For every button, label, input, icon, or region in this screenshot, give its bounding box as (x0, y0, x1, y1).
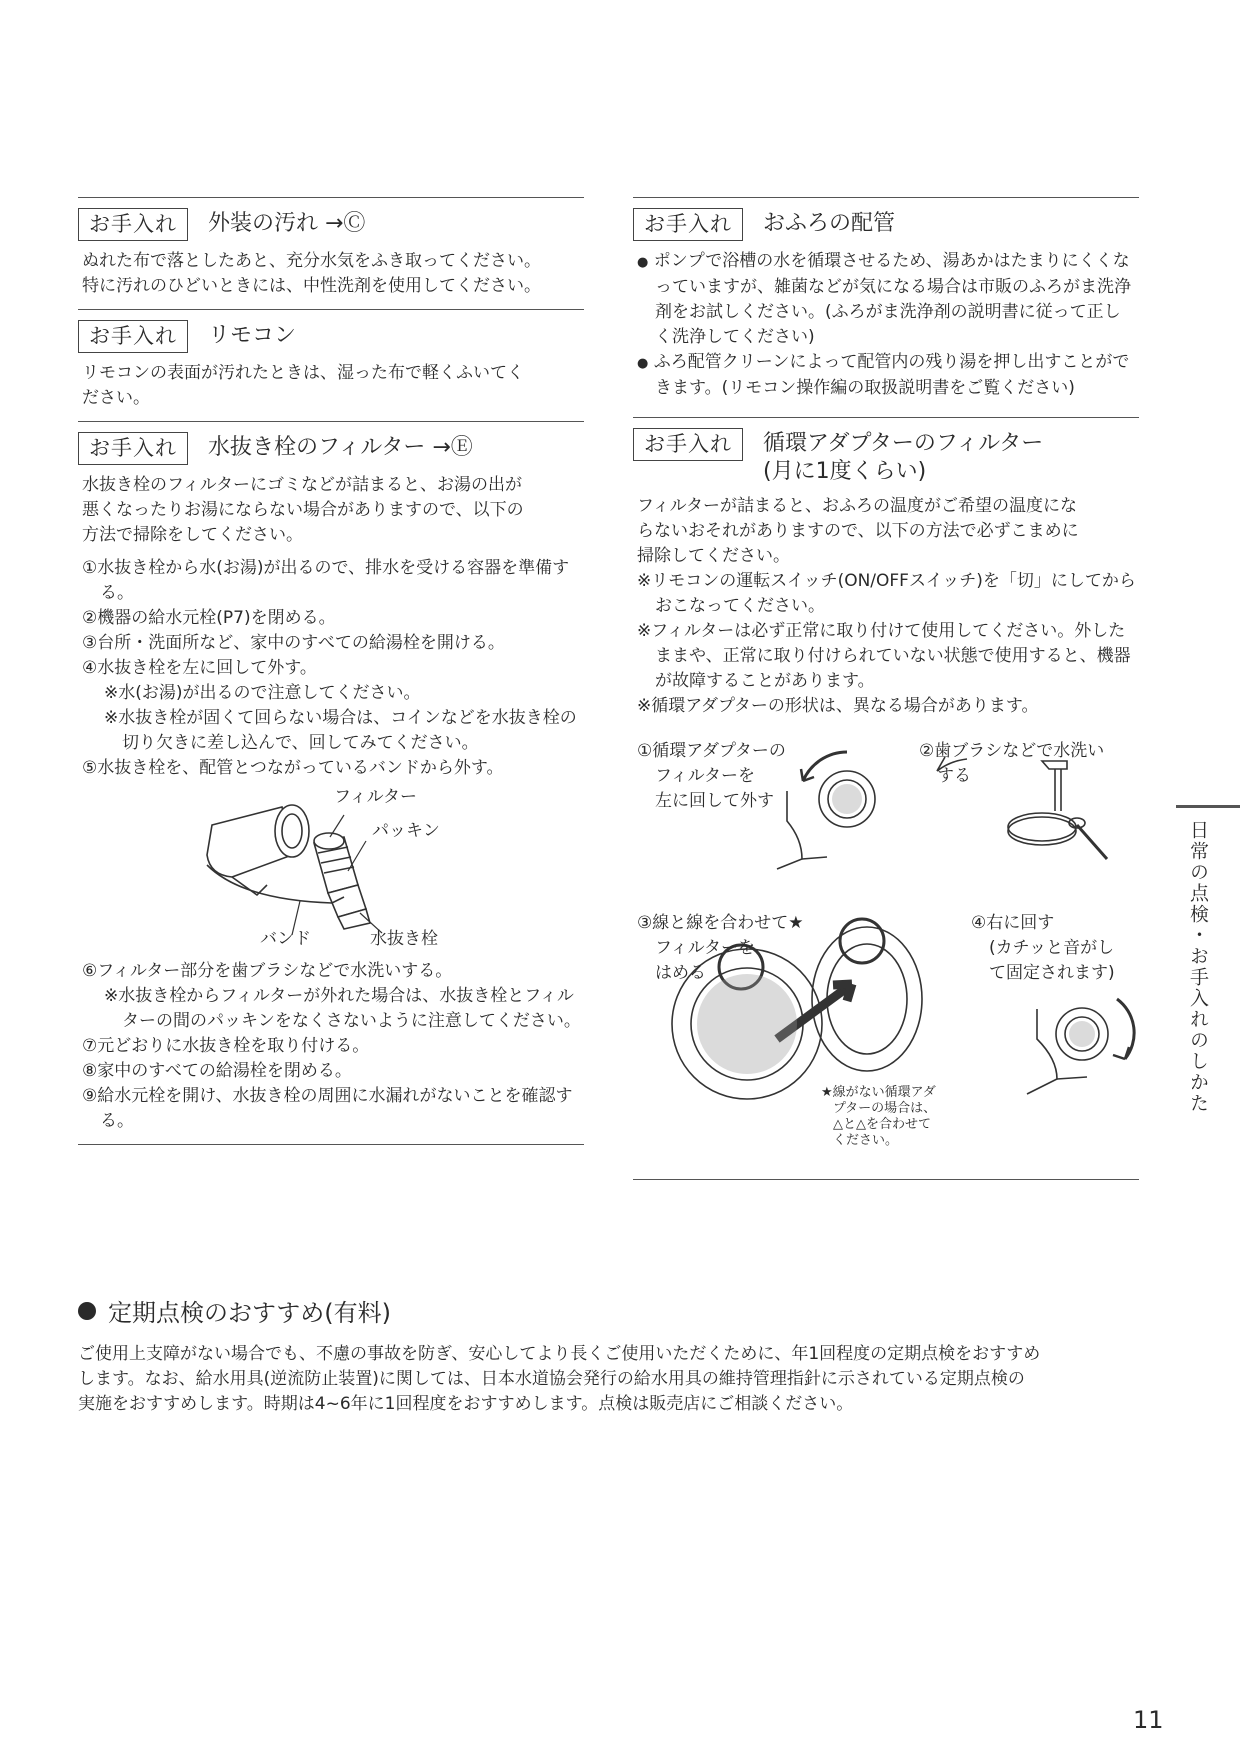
step-item: ①水抜き栓から水(お湯)が出るので、排水を受ける容器を準備する。 (82, 558, 570, 603)
step-item: ④水抜き栓を左に回して外す。 (82, 658, 317, 678)
section-exterior (78, 197, 584, 309)
body-line: らないおそれがありますので、以下の方法で必ずこまめに (637, 521, 1079, 541)
section-body (78, 249, 584, 309)
note-item: ※フィルターは必ず正常に取り付けて使用してください。外したままや、正常に取り付けられていない状態で使用すると、機器が故障することがあります。 (637, 621, 1131, 691)
body-line: 特に汚れのひどいときには、中性洗剤を使用してください。 (82, 276, 541, 296)
step-item: ⑥フィルター部分を歯ブラシなどで水洗いする。 (82, 961, 453, 981)
section-title (763, 428, 1043, 486)
bullet-mark: ● (637, 356, 649, 371)
drain-plug-illustration (82, 785, 588, 955)
care-tag: お手入れ (78, 208, 188, 241)
step-item: ⑦元どおりに水抜き栓を取り付ける。 (82, 1036, 370, 1056)
step4-caption: ④右に回す (カチッと音がし て固定されます) (971, 913, 1115, 983)
body-line: します。なお、給水用具(逆流防止装置)に関しては、日本水道協会発行の給水用具の維持管理指針に示されている定期点検の (78, 1369, 1025, 1389)
section-body (78, 473, 584, 1144)
bullet-item: ● ふろ配管クリーンによって配管内の残り湯を押し出すことができます。(リモコン操作編の取扱説明書をご覧ください) (637, 352, 1130, 398)
body-line: ご使用上支障がない場合でも、不慮の事故を防ぎ、安心してより長くご使用いただくために、年1回程度の定期点検をおすすめ (78, 1344, 1041, 1364)
section-title: 外装の汚れ →Ⓒ (208, 211, 366, 236)
body-line: 悪くなったりお湯にならない場合がありますので、以下の (82, 500, 524, 520)
step-item: ⑤水抜き栓を、配管とつながっているバンドから外す。 (82, 758, 504, 778)
care-tag: お手入れ (633, 428, 743, 461)
chapter-tab (1176, 805, 1240, 1114)
body-line: フィルターが詰まると、おふろの温度がご希望の温度にな (637, 496, 1077, 516)
body-line: ださい。 (82, 388, 150, 408)
body-line: ぬれた布で落としたあと、充分水気をふき取ってください。 (82, 251, 541, 271)
care-tag: お手入れ (78, 432, 188, 465)
body-line: 方法で掃除をしてください。 (82, 525, 303, 545)
care-tag: お手入れ (633, 208, 743, 241)
section-header (78, 320, 584, 353)
step-note: ※水抜き栓が固くて回らない場合は、コインなどを水抜き栓の切り欠きに差し込んで、回してみてください。 (104, 708, 577, 753)
steps-list (82, 556, 582, 781)
drain-plug-figure (82, 785, 582, 955)
left-column (78, 197, 584, 1145)
step-item: ②機器の給水元栓(P7)を閉める。 (82, 608, 336, 628)
care-tag: お手入れ (78, 320, 188, 353)
section-title: 水抜き栓のフィルター →Ⓔ (208, 435, 473, 460)
note-item: ※循環アダプターの形状は、異なる場合があります。 (637, 696, 1039, 716)
section-header (633, 428, 1139, 486)
label-filter: フィルター (334, 787, 417, 807)
section-body (633, 249, 1139, 411)
section-title: おふろの配管 (763, 211, 896, 236)
section-header (78, 208, 584, 241)
step-item: ⑨給水元栓を開け、水抜き栓の周囲に水漏れがないことを確認する。 (82, 1086, 573, 1131)
section-header (78, 432, 584, 465)
periodic-inspection (78, 1293, 1140, 1417)
periodic-title: 定期点検のおすすめ(有料) (108, 1299, 391, 1327)
steps-list (82, 959, 582, 1134)
body-line: 実施をおすすめします。時期は4~6年に1回程度をおすすめします。点検は販売店にご相談ください。 (78, 1394, 854, 1414)
step-item: ⑧家中のすべての給湯栓を閉める。 (82, 1061, 352, 1081)
star-note: ★線がない循環アダ プターの場合は、 △と△を合わせて ください。 (821, 1085, 937, 1148)
title-main: 循環アダプターのフィルター (763, 431, 1044, 456)
label-band: バンド (260, 929, 311, 949)
body-line: 水抜き栓のフィルターにゴミなどが詰まると、お湯の出が (82, 475, 522, 495)
step-item: ③台所・洗面所など、家中のすべての給湯栓を開ける。 (82, 633, 505, 653)
title-sub: (月に1度くらい) (763, 459, 927, 484)
bullet-item: ● ポンプで浴槽の水を循環させるため、湯あかはたまりにくくなっていますが、雑菌などが気になる場合は市販のふろがま洗浄剤をお試しください。(ふろがま洗浄剤の説明書に従って正しく洗浄してください) (637, 251, 1131, 347)
note-item: ※リモコンの運転スイッチ(ON/OFFスイッチ)を「切」にしてからおこなってください。 (637, 571, 1136, 616)
chapter-title: 日常の点検・お手入れのしかた (1187, 820, 1209, 1114)
step-note: ※水抜き栓からフィルターが外れた場合は、水抜き栓とフィルターの間のパッキンをなくさないように注意してください。 (104, 986, 581, 1031)
section-header (633, 208, 1139, 241)
section-adapter-filter (633, 417, 1139, 1180)
section-drain-filter (78, 421, 584, 1145)
section-body (78, 361, 584, 421)
section-remote (78, 309, 584, 421)
adapter-figure (637, 739, 1137, 1169)
step2-caption: ②歯ブラシなどで水洗い する (919, 741, 1105, 786)
step-note: ※水(お湯)が出るので注意してください。 (104, 683, 421, 703)
step3-caption: ③線と線を合わせて★ フィルターを はめる (637, 913, 804, 983)
right-column (633, 197, 1139, 1180)
label-plug: 水抜き栓 (370, 929, 438, 949)
bullet-mark: ● (637, 255, 649, 270)
step1-caption: ①循環アダプターの フィルターを 左に回して外す (637, 741, 786, 811)
label-packing: パッキン (372, 821, 440, 841)
bullet-circle-icon (78, 1302, 96, 1320)
section-title: リモコン (208, 323, 297, 348)
page-number: 11 (1133, 1706, 1164, 1734)
section-body (633, 494, 1139, 1179)
periodic-heading (78, 1293, 1140, 1328)
section-bath-pipe (633, 197, 1139, 411)
body-line: リモコンの表面が汚れたときは、湿った布で軽くふいてく (82, 363, 524, 383)
body-line: 掃除してください。 (637, 546, 790, 566)
